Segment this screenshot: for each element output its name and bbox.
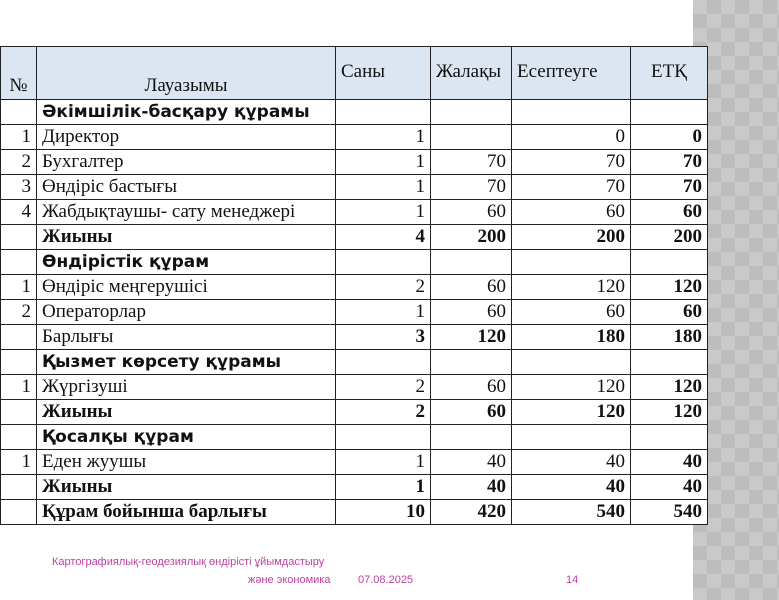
cell-etk: 40 — [631, 475, 708, 500]
cell-empty — [431, 100, 512, 125]
header-count: Саны — [336, 47, 431, 100]
cell-position: Жиыны — [37, 400, 336, 425]
cell-salary: 200 — [431, 225, 512, 250]
table-row — [1, 325, 708, 350]
cell-salary: 70 — [431, 150, 512, 175]
cell-etk: 120 — [631, 375, 708, 400]
section-row — [1, 425, 708, 450]
section-title: Қосалқы құрам — [37, 425, 336, 450]
table-row — [1, 225, 708, 250]
cell-position: Жиыны — [37, 475, 336, 500]
cell-etk: 180 — [631, 325, 708, 350]
cell-no: 1 — [1, 125, 37, 150]
cell-count: 1 — [336, 150, 431, 175]
cell-calc: 0 — [512, 125, 631, 150]
cell-count: 1 — [336, 200, 431, 225]
table-row — [1, 375, 708, 400]
table-header-row — [1, 47, 708, 100]
table-row — [1, 150, 708, 175]
cell-empty — [431, 250, 512, 275]
cell-no — [1, 225, 37, 250]
cell-empty — [512, 100, 631, 125]
cell-salary: 40 — [431, 475, 512, 500]
cell-count: 3 — [336, 325, 431, 350]
cell-count: 2 — [336, 375, 431, 400]
cell-calc: 60 — [512, 200, 631, 225]
cell-calc: 70 — [512, 150, 631, 175]
header-etk: ЕТҚ — [631, 47, 708, 100]
cell-position: Өндіріс меңгерушісі — [37, 275, 336, 300]
table-row — [1, 400, 708, 425]
cell-no: 2 — [1, 300, 37, 325]
section-title: Өндірістік құрам — [37, 250, 336, 275]
cell-no — [1, 425, 37, 450]
cell-no: 3 — [1, 175, 37, 200]
header-no: № — [1, 47, 37, 100]
cell-position: Өндіріс бастығы — [37, 175, 336, 200]
cell-salary — [431, 125, 512, 150]
cell-empty — [431, 350, 512, 375]
cell-calc: 180 — [512, 325, 631, 350]
cell-etk: 70 — [631, 175, 708, 200]
cell-count: 2 — [336, 275, 431, 300]
cell-no: 2 — [1, 150, 37, 175]
table-row — [1, 275, 708, 300]
cell-position: Директор — [37, 125, 336, 150]
cell-empty — [631, 425, 708, 450]
cell-etk: 40 — [631, 450, 708, 475]
cell-salary: 60 — [431, 375, 512, 400]
cell-position: Еден жуушы — [37, 450, 336, 475]
table-row — [1, 475, 708, 500]
cell-empty — [336, 250, 431, 275]
cell-empty — [512, 250, 631, 275]
cell-etk: 0 — [631, 125, 708, 150]
cell-empty — [512, 350, 631, 375]
section-title: Қызмет көрсету құрамы — [37, 350, 336, 375]
cell-count: 1 — [336, 300, 431, 325]
header-position: Лауазымы — [37, 47, 336, 100]
cell-empty — [631, 350, 708, 375]
cell-calc: 40 — [512, 475, 631, 500]
cell-no: 1 — [1, 275, 37, 300]
footer-page-number: 14 — [566, 574, 579, 586]
table-row — [1, 200, 708, 225]
cell-position: Бухгалтер — [37, 150, 336, 175]
footer-title-line2: және экономика — [248, 574, 331, 586]
cell-count: 4 — [336, 225, 431, 250]
cell-count: 1 — [336, 125, 431, 150]
cell-no — [1, 475, 37, 500]
section-row — [1, 350, 708, 375]
cell-no — [1, 250, 37, 275]
cell-no: 1 — [1, 450, 37, 475]
cell-empty — [631, 100, 708, 125]
cell-calc: 70 — [512, 175, 631, 200]
cell-no: 4 — [1, 200, 37, 225]
cell-position: Құрам бойынша барлығы — [37, 500, 336, 525]
table-row — [1, 500, 708, 525]
cell-etk: 200 — [631, 225, 708, 250]
header-calc: Есептеуге — [512, 47, 631, 100]
cell-calc: 540 — [512, 500, 631, 525]
cell-empty — [512, 425, 631, 450]
cell-position: Жиыны — [37, 225, 336, 250]
cell-empty — [431, 425, 512, 450]
section-title: Әкімшілік-басқару құрамы — [37, 100, 336, 125]
cell-count: 10 — [336, 500, 431, 525]
cell-count: 2 — [336, 400, 431, 425]
cell-count: 1 — [336, 175, 431, 200]
cell-empty — [631, 250, 708, 275]
header-salary: Жалақы — [431, 47, 512, 100]
cell-salary: 60 — [431, 300, 512, 325]
cell-count: 1 — [336, 475, 431, 500]
cell-count: 1 — [336, 450, 431, 475]
section-row — [1, 100, 708, 125]
cell-etk: 70 — [631, 150, 708, 175]
cell-no — [1, 350, 37, 375]
cell-etk: 60 — [631, 200, 708, 225]
cell-etk: 60 — [631, 300, 708, 325]
cell-calc: 200 — [512, 225, 631, 250]
cell-no — [1, 100, 37, 125]
cell-position: Барлығы — [37, 325, 336, 350]
cell-calc: 120 — [512, 400, 631, 425]
table-row — [1, 300, 708, 325]
footer-title-line1: Картографиялық-геодезиялық өндірісті ұйымдастыру — [52, 556, 325, 568]
cell-empty — [336, 425, 431, 450]
section-row — [1, 250, 708, 275]
cell-no: 1 — [1, 375, 37, 400]
cell-calc: 60 — [512, 300, 631, 325]
table-row — [1, 175, 708, 200]
cell-no — [1, 325, 37, 350]
cell-salary: 420 — [431, 500, 512, 525]
cell-salary: 60 — [431, 275, 512, 300]
table-row — [1, 125, 708, 150]
cell-salary: 40 — [431, 450, 512, 475]
table-row — [1, 450, 708, 475]
cell-no — [1, 500, 37, 525]
staff-table — [0, 46, 708, 525]
cell-salary: 60 — [431, 400, 512, 425]
cell-calc: 120 — [512, 375, 631, 400]
cell-salary: 60 — [431, 200, 512, 225]
cell-empty — [336, 100, 431, 125]
cell-empty — [336, 350, 431, 375]
cell-etk: 540 — [631, 500, 708, 525]
cell-etk: 120 — [631, 275, 708, 300]
cell-calc: 40 — [512, 450, 631, 475]
cell-salary: 120 — [431, 325, 512, 350]
cell-etk: 120 — [631, 400, 708, 425]
footer-date: 07.08.2025 — [358, 574, 414, 586]
cell-calc: 120 — [512, 275, 631, 300]
cell-position: Операторлар — [37, 300, 336, 325]
cell-position: Жабдықтаушы- сату менеджері — [37, 200, 336, 225]
cell-no — [1, 400, 37, 425]
cell-salary: 70 — [431, 175, 512, 200]
cell-position: Жүргізуші — [37, 375, 336, 400]
